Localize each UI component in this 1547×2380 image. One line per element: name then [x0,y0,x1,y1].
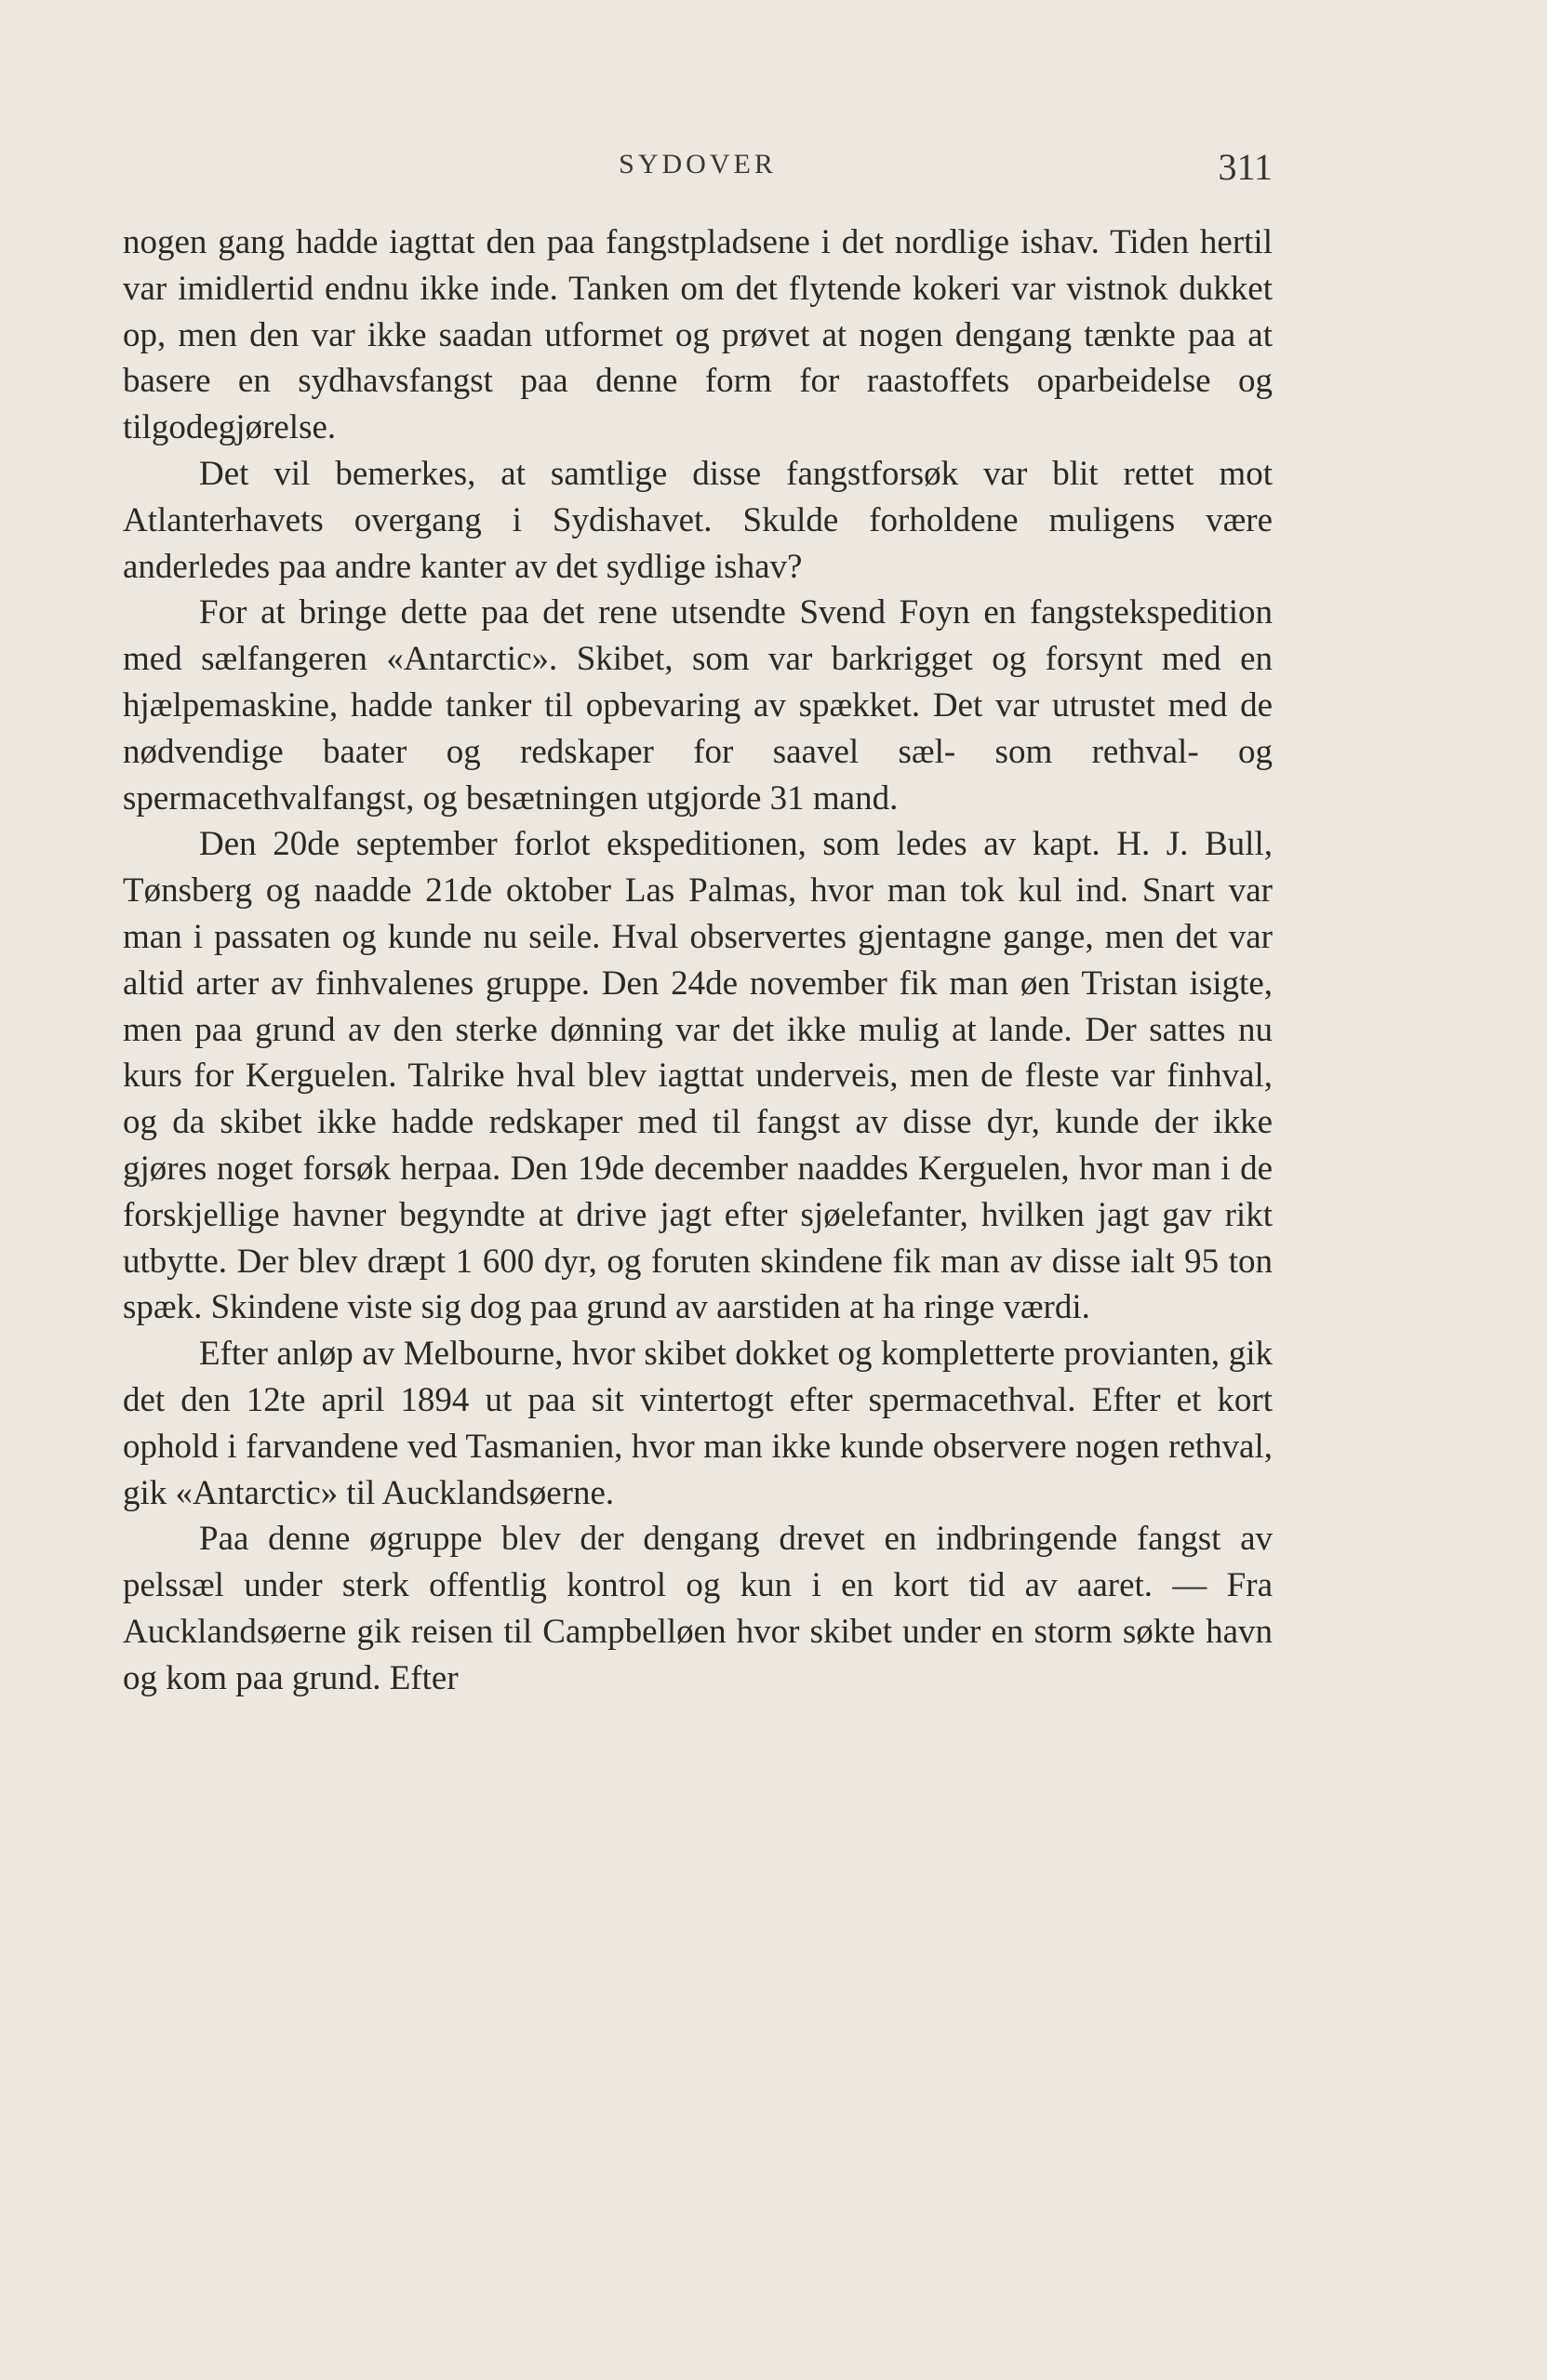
paragraph-3: For at bringe dette paa det rene utsendte Svend Foyn en fangstekspedition med sælfangeren «Antarctic». Skibet, som var barkrigget og forsynt med en hjælpemaskine, hadde tanker til opbevaring av spækket. Det var utrustet med de nødvendige baater og redskaper for saavel sæl- som rethval- og spermacethvalfangst, og besætningen utgjorde 31 mand. [123,593,1273,818]
paragraph-6: Paa denne øgruppe blev der dengang drevet en indbringende fangst av pelssæl under sterk offentlig kontrol og kun i en kort tid av aaret. — Fra Aucklandsøerne gik reisen til Campbelløen hvor skibet under en storm søkte havn og kom paa grund. Efter [123,1520,1273,1697]
paragraph-4: Den 20de september forlot ekspeditionen, som ledes av kapt. H. J. Bull, Tønsberg og naadde 21de oktober Las Palmas, hvor man tok kul ind. Snart var man i passaten og kunde nu seile. Hval observertes gjentagne gange, men det var altid arter av finhvalenes gruppe. Den 24de november fik man øen Tristan isigte, men paa grund av den sterke dønning var det ikke mulig at lande. Der sattes nu kurs for Kerguelen. Talrike hval blev iagttat underveis, men de fleste var finhval, og da skibet ikke hadde redskaper med til fangst av disse dyr, kunde der ikke gjøres noget forsøk herpaa. Den 19de december naaddes Kerguelen, hvor man i de forskjellige havner begyndte at drive jagt efter sjøelefanter, hvilken jagt gav rikt utbytte. Der blev dræpt 1 600 dyr, og foruten skindene fik man av disse ialt 95 ton spæk. Skindene viste sig dog paa grund av aarstiden at ha ringe værdi. [123,825,1273,1327]
running-head [123,145,1273,192]
paragraph-5: Efter anløp av Melbourne, hvor skibet dokket og kompletterte provianten, gik det den 12te april 1894 ut paa sit vintertogt efter spermacethval. Efter et kort ophold i farvandene ved Tasmanien, hvor man ikke kunde observere nogen rethval, gik «Antarctic» til Aucklandsøerne. [123,1335,1273,1512]
body-text [123,219,1273,1702]
running-title: SYDOVER [619,149,777,179]
paragraph-1: nogen gang hadde iagttat den paa fangstpladsene i det nordlige ishav. Tiden hertil var imidlertid endnu ikke inde. Tanken om det flytende kokeri var vistnok dukket op, men den var ikke saadan utformet og prøvet at nogen dengang tænkte paa at basere en sydhavsfangst paa denne form for raastoffets oparbeidelse og tilgodegjørelse. [123,223,1273,447]
page-number: 311 [1218,146,1273,188]
paragraph-2: Det vil bemerkes, at samtlige disse fangstforsøk var blit rettet mot Atlanterhavets overgang i Sydishavet. Skulde forholdene muligens være anderledes paa andre kanter av det sydlige ishav? [123,454,1273,586]
